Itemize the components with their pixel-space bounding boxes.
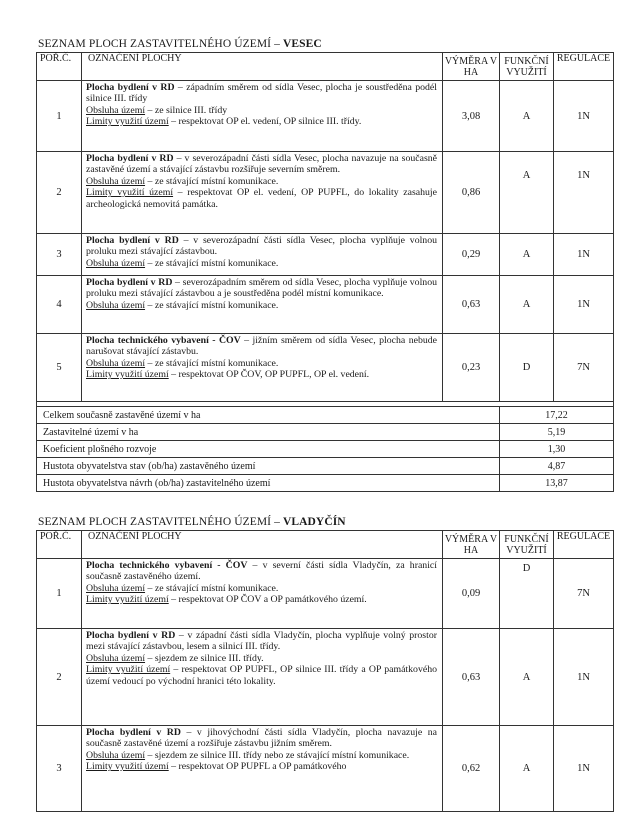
row-title: Plocha bydlení v RD [86, 277, 173, 288]
row-description [82, 334, 443, 402]
row-title: Plocha bydlení v RD [86, 630, 176, 641]
limits-text: – respektovat OP ČOV a OP památkového území. [168, 594, 367, 606]
access-label: Obsluha území [86, 652, 146, 664]
row-regulation: 1N [554, 234, 614, 276]
row-area: 0,09 [443, 559, 500, 629]
access-label: Obsluha území [86, 175, 146, 187]
table-row [37, 234, 614, 276]
row-description [82, 234, 443, 276]
row-text: – v severozápadní části sídla Vesec, plocha vyplňuje volnou proluku mezi stávající zástavbou. [86, 235, 438, 258]
summary-label: Koeficient plošného rozvoje [37, 441, 500, 458]
summary-value: 17,22 [500, 407, 614, 424]
row-num: 3 [37, 726, 82, 812]
summary-label: Celkem současně zastavěné území v ha [37, 407, 500, 424]
row-num: 3 [37, 234, 82, 276]
access-text: – ze stávající místní komunikace. [145, 257, 279, 269]
access-text: – ze stávající místní komunikace. [145, 175, 279, 187]
row-function: D [500, 334, 554, 402]
row-text: – v západní části sídla Vladyčín, plocha vyplňuje volný prostor mezi stávající zástavbou, lesem a silnicí III. třídy. [86, 630, 438, 653]
summary-label: Hustota obyvatelstva stav (ob/ha) zastavěného území [37, 458, 500, 475]
row-function: A [500, 629, 554, 726]
row-title: Plocha bydlení v RD [86, 727, 181, 738]
section-title-vladycin: SEZNAM PLOCH ZASTAVITELNÉHO ÚZEMÍ – VLADYČÍN [38, 516, 346, 528]
row-function: A [500, 234, 554, 276]
header-num: POŘ.Č. [37, 53, 82, 81]
access-text: – ze silnice III. třídy [145, 104, 228, 116]
summary-label: Zastavitelné území v ha [37, 424, 500, 441]
row-regulation: 7N [554, 559, 614, 629]
access-text: – ze stávající místní komunikace. [145, 582, 279, 594]
limits-label: Limity využití území [86, 116, 169, 128]
limits-label: Limity využití území [86, 187, 174, 199]
row-title: Plocha technického vybavení - ČOV [86, 560, 248, 571]
table-row [37, 726, 614, 812]
row-text: – jižním směrem od sídla Vesec, plocha nebude narušovat stávající zástavbu. [86, 335, 437, 358]
header-name: OZNAČENÍ PLOCHY [82, 531, 443, 559]
header-name: OZNAČENÍ PLOCHY [82, 53, 443, 81]
limits-text: – respektovat OP el. vedení, OP silnice III. třídy. [168, 116, 362, 128]
limits-text: – respektovat OP PUPFL a OP památkového [168, 761, 347, 773]
row-num: 1 [37, 81, 82, 152]
row-text: – v jihovýchodní části sídla Vladyčín, plocha navazuje na současně zastavěné území a rozšiřuje zástavbu jižním směrem. [86, 727, 437, 750]
access-label: Obsluha území [86, 582, 146, 594]
table-row [37, 152, 614, 234]
row-text: – západním směrem od sídla Vesec, plocha je soustředěna podél silnice III. třídy [86, 82, 437, 105]
limits-label: Limity využití území [86, 761, 169, 773]
summary-row [37, 441, 614, 458]
row-function: A [500, 726, 554, 812]
access-label: Obsluha území [86, 104, 146, 116]
row-title: Plocha bydlení v RD [86, 235, 179, 246]
access-text: – sjezdem ze silnice III. třídy nebo ze stávající místní komunikace. [145, 749, 410, 761]
row-regulation: 7N [554, 334, 614, 402]
summary-label: Hustota obyvatelstva návrh (ob/ha) zastavitelného území [37, 475, 500, 492]
access-label: Obsluha území [86, 299, 146, 311]
row-num: 2 [37, 152, 82, 234]
row-function: A [500, 81, 554, 152]
row-regulation: 1N [554, 276, 614, 334]
summary-row [37, 458, 614, 475]
table-row [37, 81, 614, 152]
summary-value: 1,30 [500, 441, 614, 458]
table-header [37, 531, 614, 559]
row-description [82, 81, 443, 152]
summary-row [37, 475, 614, 492]
header-area: VÝMĚRA V HA [443, 53, 500, 81]
access-label: Obsluha území [86, 357, 146, 369]
summary-value: 13,87 [500, 475, 614, 492]
row-description [82, 629, 443, 726]
summary-value: 4,87 [500, 458, 614, 475]
limits-label: Limity využití území [86, 369, 169, 381]
summary-row [37, 407, 614, 424]
row-num: 2 [37, 629, 82, 726]
row-area: 3,08 [443, 81, 500, 152]
section-title-vesec: SEZNAM PLOCH ZASTAVITELNÉHO ÚZEMÍ – VESEC [38, 38, 322, 50]
table-row [37, 629, 614, 726]
limits-text: – respektovat OP ČOV, OP PUPFL, OP el. vedení. [168, 369, 370, 381]
access-text: – ze stávající místní komunikace. [145, 357, 279, 369]
row-text: – v severozápadní části sídla Vesec, plocha navazuje na současně zastavěné území a stávající zástavbu rozšiřuje severním směrem. [86, 153, 437, 176]
row-title: Plocha bydlení v RD [86, 82, 175, 93]
row-description [82, 559, 443, 629]
row-regulation: 1N [554, 152, 614, 234]
access-label: Obsluha území [86, 749, 146, 761]
limits-label: Limity využití území [86, 594, 169, 606]
header-function: FUNKČNÍ VYUŽITÍ [500, 53, 554, 81]
row-text: – severozápadním směrem od sídla Vesec, plocha vyplňuje volnou proluku mezi stávající zástavbou a je soustředěna podél místní komunikace. [86, 277, 437, 300]
row-function: A [500, 152, 554, 234]
table-row [37, 276, 614, 334]
row-description [82, 152, 443, 234]
row-title: Plocha bydlení v RD [86, 153, 174, 164]
header-num: POŘ.Č. [37, 531, 82, 559]
row-area: 0,23 [443, 334, 500, 402]
row-text: – v severní části sídla Vladyčín, za hranicí současně zastavěného území. [86, 560, 437, 583]
header-regulation: REGULACE [554, 531, 614, 559]
row-area: 0,29 [443, 234, 500, 276]
summary-value: 5,19 [500, 424, 614, 441]
row-area: 0,63 [443, 276, 500, 334]
row-area: 0,86 [443, 152, 500, 234]
row-num: 4 [37, 276, 82, 334]
row-title: Plocha technického vybavení - ČOV [86, 335, 241, 346]
header-area: VÝMĚRA V HA [443, 531, 500, 559]
row-regulation: 1N [554, 726, 614, 812]
table-row [37, 334, 614, 402]
row-description [82, 726, 443, 812]
row-regulation: 1N [554, 81, 614, 152]
table-vesec [36, 52, 614, 492]
row-description [82, 276, 443, 334]
limits-text: – respektovat OP el. vedení, OP PUPFL, do lokality zasahuje archeologická nemovitá památka. [86, 187, 437, 210]
limits-text: – respektovat OP PUPFL, OP silnice III. třídy a OP památkového území vedoucí po východní hranici této lokality. [86, 664, 437, 687]
table-row [37, 559, 614, 629]
table-vladycin [36, 530, 614, 812]
header-regulation: REGULACE [554, 53, 614, 81]
access-text: – sjezdem ze silnice III. třídy. [145, 652, 264, 664]
limits-label: Limity využití území [86, 664, 171, 676]
row-function: D [500, 559, 554, 629]
row-function: A [500, 276, 554, 334]
header-function: FUNKČNÍ VYUŽITÍ [500, 531, 554, 559]
access-label: Obsluha území [86, 257, 146, 269]
row-area: 0,62 [443, 726, 500, 812]
row-area: 0,63 [443, 629, 500, 726]
row-num: 5 [37, 334, 82, 402]
table-header [37, 53, 614, 81]
row-regulation: 1N [554, 629, 614, 726]
summary-row [37, 424, 614, 441]
row-num: 1 [37, 559, 82, 629]
access-text: – ze stávající místní komunikace. [145, 299, 279, 311]
